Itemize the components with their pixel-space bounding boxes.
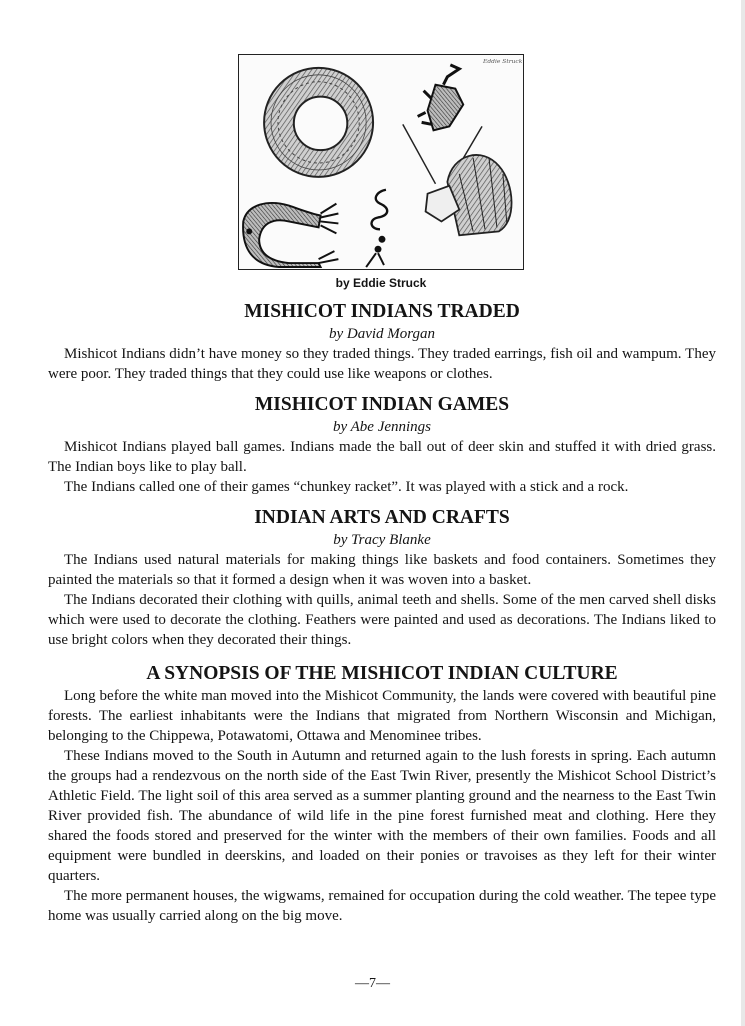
wampum-ring-icon: [264, 68, 373, 177]
article-headline: INDIAN ARTS AND CRAFTS: [254, 507, 510, 528]
scan-edge: [741, 0, 745, 1026]
arrowhead-icon: [418, 65, 464, 130]
article-arts-crafts: [48, 506, 716, 650]
article-paragraph: The Indians used natural materials for making things like baskets and food containers. Sometimes they painted the materials so that it formed a design when it was woven into a basket.: [48, 552, 716, 588]
article-paragraph: Long before the white man moved into the Mishicot Community, the lands were covered with beautiful pine forests. The earliest inhabitants were the Indians that migrated from Northern Wisconsin and Michigan, belonging to the Chippewa, Potawatomi, Ottawa and Menominee tribes.: [48, 688, 716, 744]
article-synopsis: [48, 662, 716, 926]
student-drawing: [238, 54, 524, 270]
feather-headdress-icon: [403, 124, 512, 235]
article-trading: [48, 300, 716, 384]
page-content: [48, 300, 716, 935]
article-paragraph: These Indians moved to the South in Autumn and returned again to the lush forests in spring. Each autumn the groups had a rendezvous on the north side of the East Twin River, presently the Mishicot School District’s Athletic Field. The light soil of this area served as a summer planting ground and the nearness to the East Twin River provided fish. The abundance of wild life in the pine forest furnished meat and clothing. Here they shared the foods stored and preserved for the winter with the members of their own families. Foods and all equipment were bundled in deerskins, and loaded on their ponies or travoises as they left for their winter quarters.: [48, 748, 716, 884]
article-paragraph: The more permanent houses, the wigwams, remained for occupation during the cold weather. The tepee type home was usually carried along on the big move.: [48, 888, 716, 924]
article-paragraph: Mishicot Indians didn’t have money so they traded things. They traded earrings, fish oil and wampum. They were poor. They traded things that they could use like weapons or clothes.: [48, 346, 716, 382]
bead-string-icon: [366, 190, 387, 267]
article-headline: MISHICOT INDIAN GAMES: [254, 394, 510, 415]
article-byline: by Abe Jennings: [332, 419, 432, 435]
article-paragraph: Mishicot Indians played ball games. Indians made the ball out of deer skin and stuffed it with dried grass. The Indian boys like to play ball.: [48, 439, 716, 475]
article-paragraph: The Indians decorated their clothing with quills, animal teeth and shells. Some of the men carved shell disks which were used to decorate the clothing. Feathers were painted and used as decorations. The Indians liked to use bright colors when they decorated their things.: [48, 592, 716, 648]
article-paragraph: The Indians called one of their games “chunkey racket”. It was played with a stick and a rock.: [64, 479, 629, 495]
article-headline: MISHICOT INDIANS TRADED: [244, 301, 520, 322]
article-byline: by David Morgan: [328, 326, 436, 342]
article-byline: by Tracy Blanke: [333, 532, 431, 548]
page-number: —7—: [355, 976, 390, 991]
article-games: [48, 393, 716, 497]
artist-signature: Eddie Struck: [483, 57, 523, 65]
illustration-caption: by Eddie Struck: [335, 276, 427, 290]
fish-icon: [243, 203, 338, 267]
article-headline: A SYNOPSIS OF THE MISHICOT INDIAN CULTURE: [146, 663, 618, 684]
